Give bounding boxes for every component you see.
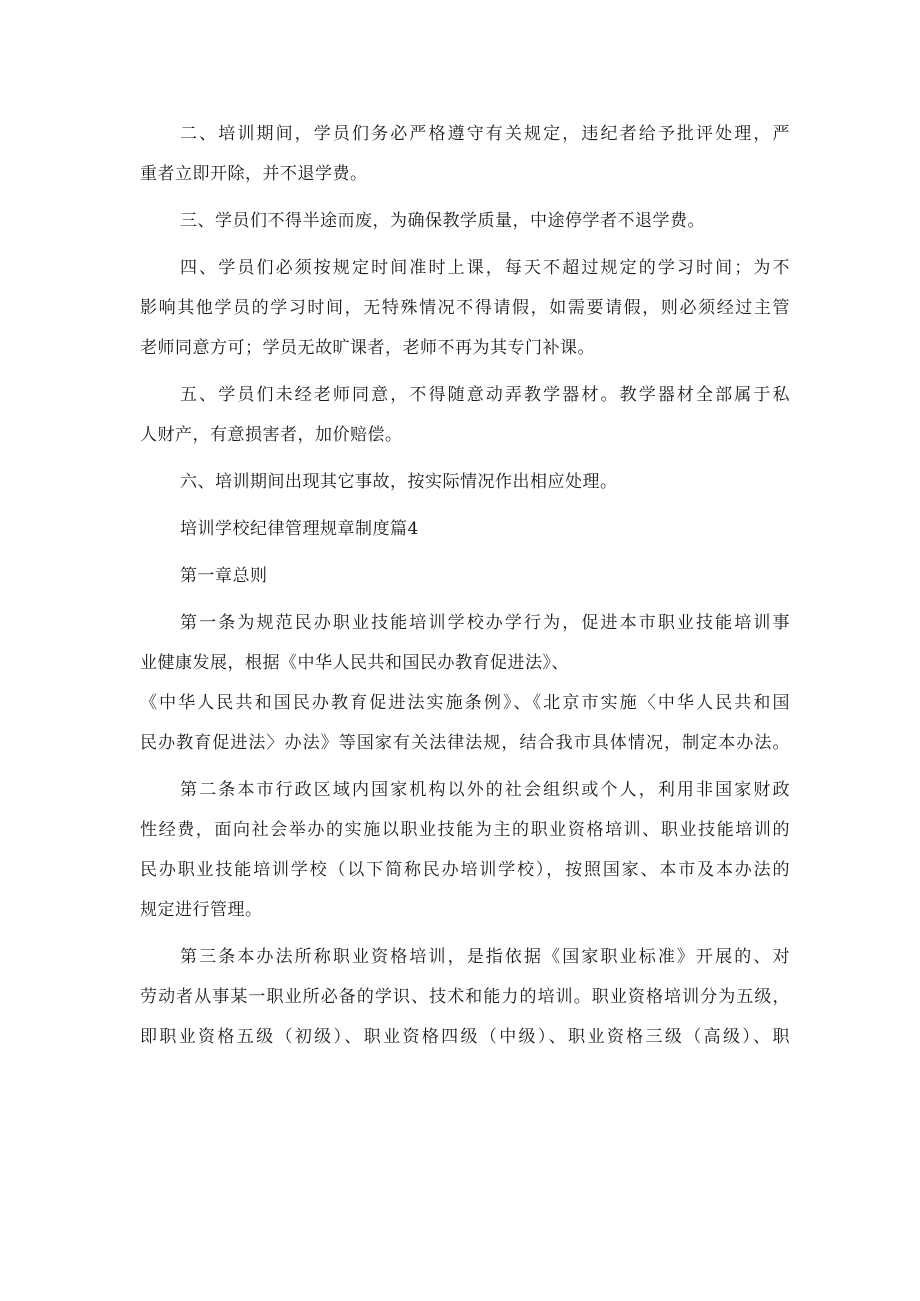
text-line: 影响其他学员的学习时间，无特殊情况不得请假，如需要请假，则必须经过主管 (140, 298, 790, 318)
text-line: 《中华人民共和国民办教育促进法实施条例》、《北京市实施〈中华人民共和国 (140, 693, 790, 713)
text-line: 第二条本市行政区域内国家机构以外的社会组织或个人，利用非国家财政 (180, 780, 790, 800)
paragraph-rule-2 (140, 114, 790, 194)
paragraph-article-3 (140, 937, 790, 1057)
text-line: 四、学员们必须按规定时间准时上课，每天不超过规定的学习时间；为不 (180, 258, 790, 278)
text-line: 性经费，面向社会举办的实施以职业技能为主的职业资格培训、职业技能培训的 (140, 820, 790, 840)
paragraph-rule-3 (140, 201, 790, 241)
text-line: 规定进行管理。 (140, 900, 263, 920)
paragraph-rule-4 (140, 248, 790, 368)
text-line: 即职业资格五级（初级）、职业资格四级（中级）、职业资格三级（高级）、职 (140, 1027, 790, 1047)
text-line: 劳动者从事某一职业所必备的学识、技术和能力的培训。职业资格培训分为五级， (140, 987, 790, 1007)
text-line: 民办职业技能培训学校（以下简称民办培训学校），按照国家、本市及本办法的 (140, 860, 790, 880)
text-line: 五、学员们未经老师同意，不得随意动弄教学器材。教学器材全部属于私 (180, 385, 790, 405)
text-line: 第一章总则 (180, 566, 268, 586)
text-line: 六、培训期间出现其它事故，按实际情况作出相应处理。 (180, 472, 618, 492)
text-line: 业健康发展，根据《中华人民共和国民办教育促进法》、 (140, 653, 569, 673)
text-line: 老师同意方可；学员无故旷课者，老师不再为其专门补课。 (140, 338, 595, 358)
document-body (140, 114, 790, 1057)
text-line: 第一条为规范民办职业技能培训学校办学行为，促进本市职业技能培训事 (180, 613, 790, 633)
section-heading (140, 509, 790, 549)
chapter-heading (140, 556, 790, 596)
text-line: 培训学校纪律管理规章制度篇4 (180, 519, 419, 539)
text-line: 二、培训期间，学员们务必严格遵守有关规定，违纪者给予批评处理，严 (180, 124, 790, 144)
text-line: 人财产，有意损害者，加价赔偿。 (140, 425, 403, 445)
text-line: 民办教育促进法〉办法》等国家有关法律法规，结合我市具体情况，制定本办法。 (140, 733, 790, 753)
paragraph-article-1 (140, 603, 790, 763)
text-line: 三、学员们不得半途而废，为确保教学质量，中途停学者不退学费。 (180, 211, 705, 231)
text-line: 重者立即开除，并不退学费。 (140, 164, 368, 184)
paragraph-rule-5 (140, 375, 790, 455)
text-line: 第三条本办法所称职业资格培训，是指依据《国家职业标准》开展的、对 (180, 947, 790, 967)
paragraph-article-2 (140, 770, 790, 930)
paragraph-rule-6 (140, 462, 790, 502)
